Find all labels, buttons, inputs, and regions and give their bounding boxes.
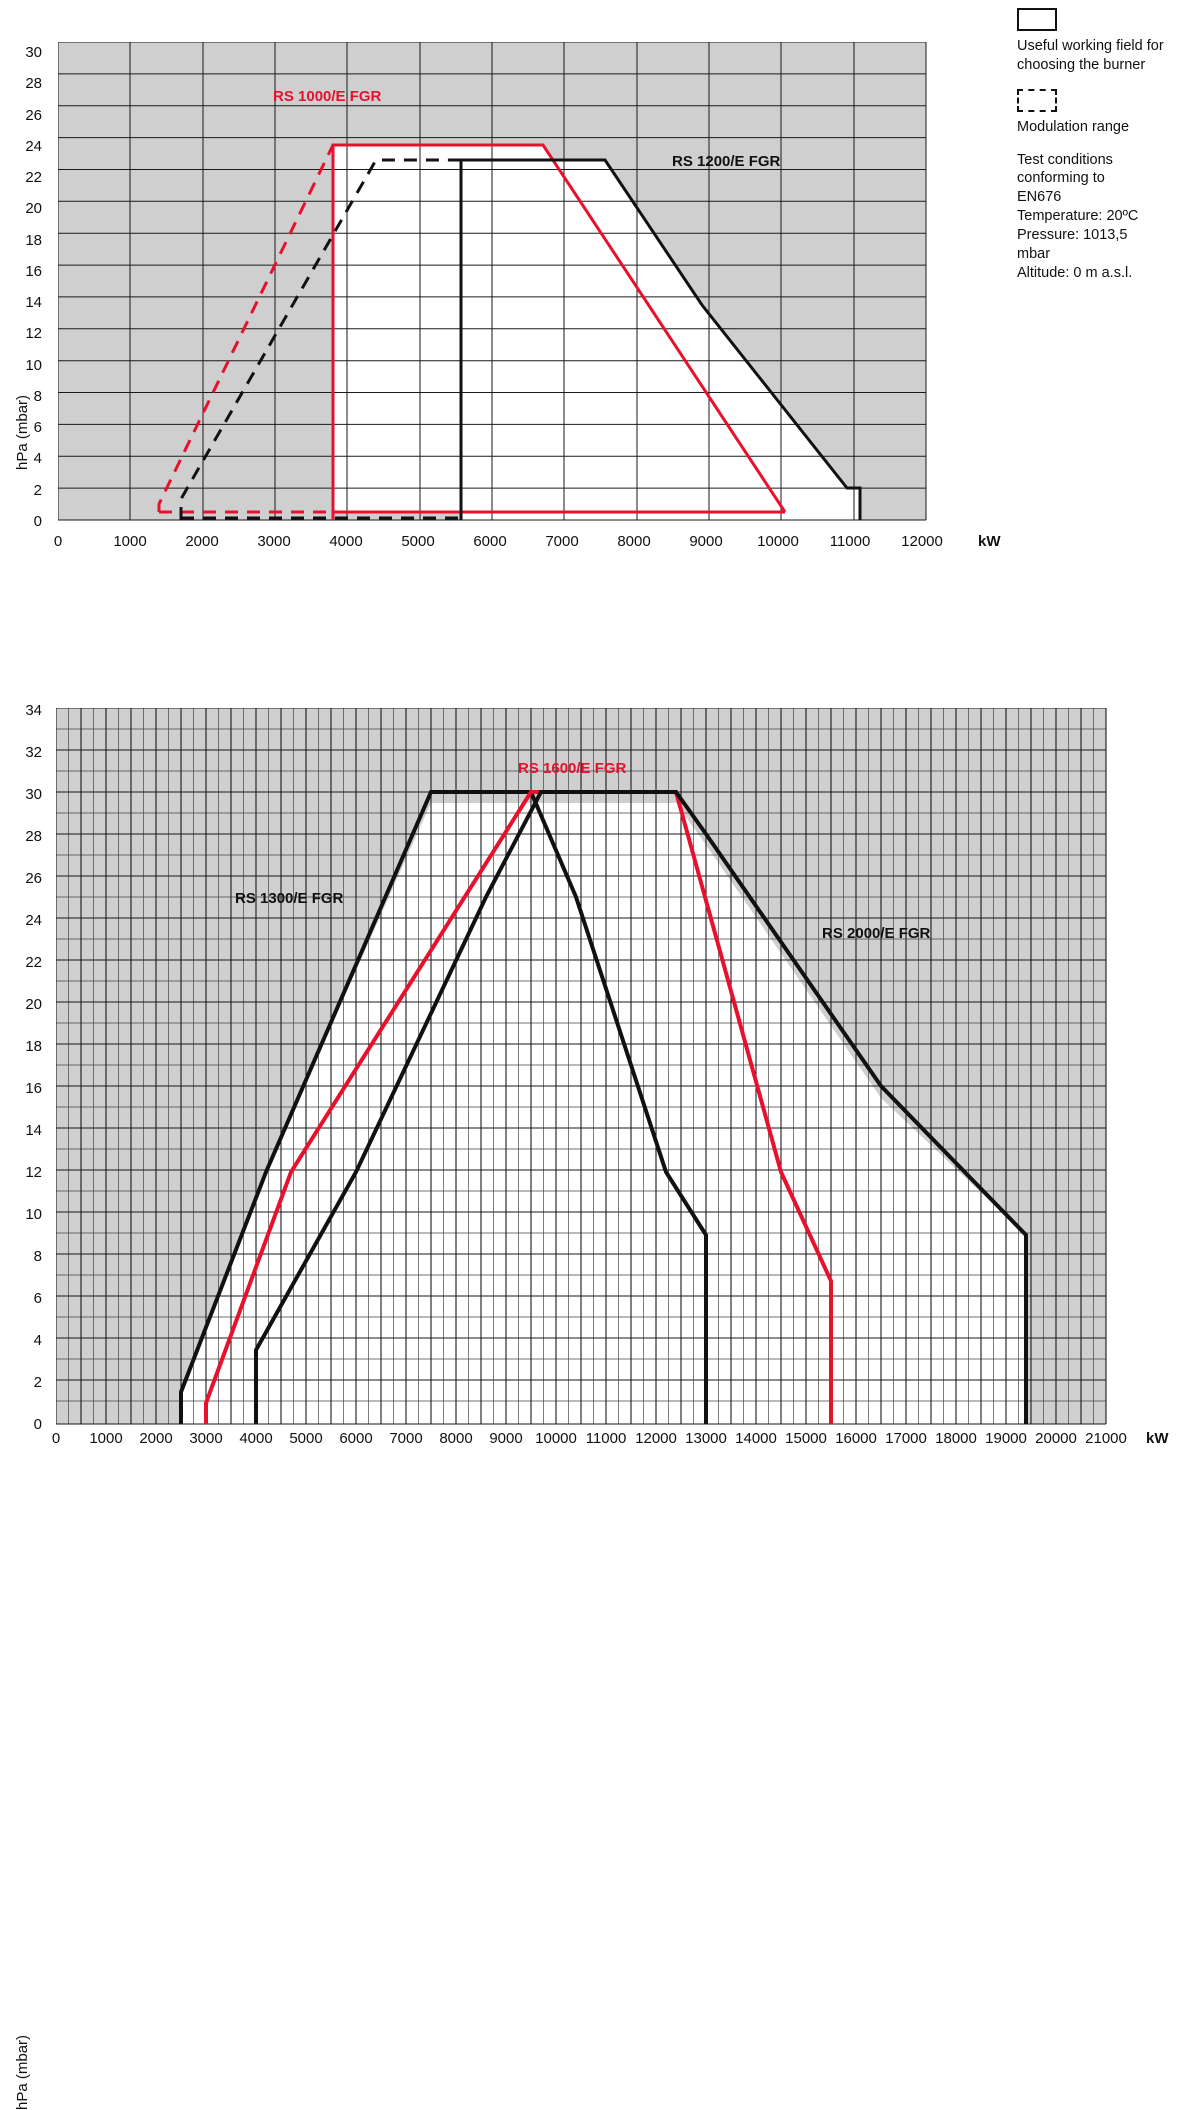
chart-1-ytick-16: 16 bbox=[25, 263, 42, 280]
chart-1-ytick-28: 28 bbox=[25, 75, 42, 92]
chart-2-xtick-20000: 20000 bbox=[1035, 1430, 1077, 1447]
chart-1-ytick-12: 12 bbox=[25, 325, 42, 342]
test-conditions-line-4: Temperature: 20ºC bbox=[1017, 208, 1139, 225]
chart-1-ytick-20: 20 bbox=[25, 200, 42, 217]
chart-2-ytick-32: 32 bbox=[25, 744, 42, 761]
chart-1-ytick-2: 2 bbox=[33, 482, 42, 499]
chart-1-xtick-2000: 2000 bbox=[185, 533, 219, 550]
chart-2-ytick-14: 14 bbox=[25, 1122, 42, 1139]
chart-2-plot bbox=[56, 708, 1108, 1426]
chart-1-xtick-8000: 8000 bbox=[617, 533, 651, 550]
chart-2-xtick-1000: 1000 bbox=[89, 1430, 123, 1447]
chart-1-xtick-7000: 7000 bbox=[545, 533, 579, 550]
chart-2-xtick-16000: 16000 bbox=[835, 1430, 877, 1447]
chart-1-ytick-14: 14 bbox=[25, 294, 42, 311]
chart-2-container bbox=[0, 690, 1199, 2110]
chart-2-xtick-9000: 9000 bbox=[489, 1430, 523, 1447]
test-conditions-line-3: EN676 bbox=[1017, 189, 1062, 206]
chart-2-xtick-4000: 4000 bbox=[239, 1430, 273, 1447]
chart-1-xtick-9000: 9000 bbox=[689, 533, 723, 550]
chart-2-ytick-0: 0 bbox=[33, 1416, 42, 1433]
chart-2-series-label-rs2000: RS 2000/E FGR bbox=[822, 925, 931, 942]
chart-2-ytick-6: 6 bbox=[33, 1290, 42, 1307]
chart-2-xtick-12000: 12000 bbox=[635, 1430, 677, 1447]
chart-1-ytick-6: 6 bbox=[33, 419, 42, 436]
chart-1-ytick-18: 18 bbox=[25, 232, 42, 249]
chart-2-xtick-19000: 19000 bbox=[985, 1430, 1027, 1447]
test-conditions-line-1: Test conditions bbox=[1017, 151, 1113, 168]
chart-1-y-axis-label: hPa (mbar) bbox=[14, 394, 31, 470]
chart-2-ytick-20: 20 bbox=[25, 996, 42, 1013]
chart-1-series-label-rs1200: RS 1200/E FGR bbox=[672, 153, 781, 170]
chart-2-xtick-17000: 17000 bbox=[885, 1430, 927, 1447]
chart-2-xtick-6000: 6000 bbox=[339, 1430, 373, 1447]
chart-2-ytick-16: 16 bbox=[25, 1080, 42, 1097]
chart-2-xtick-5000: 5000 bbox=[289, 1430, 323, 1447]
chart-2-xtick-0: 0 bbox=[51, 1430, 61, 1447]
test-conditions-line-7: Altitude: 0 m a.s.l. bbox=[1017, 264, 1133, 281]
legend-useful-field bbox=[1017, 8, 1192, 75]
chart-1-xtick-11000: 11000 bbox=[829, 533, 871, 550]
chart-1-ytick-10: 10 bbox=[25, 357, 42, 374]
chart-2-ytick-10: 10 bbox=[25, 1206, 42, 1223]
chart-2-ytick-24: 24 bbox=[25, 912, 42, 929]
chart-1-ytick-8: 8 bbox=[33, 388, 42, 405]
chart-1-plot bbox=[58, 42, 928, 522]
chart-1-xtick-6000: 6000 bbox=[473, 533, 507, 550]
test-conditions-line-2: conforming to bbox=[1017, 170, 1105, 187]
chart-2-ytick-22: 22 bbox=[25, 954, 42, 971]
chart-2-ytick-2: 2 bbox=[33, 1374, 42, 1391]
chart-1-ytick-4: 4 bbox=[33, 450, 42, 467]
chart-2-ytick-8: 8 bbox=[33, 1248, 42, 1265]
chart-2-xtick-7000: 7000 bbox=[389, 1430, 423, 1447]
legend-test-conditions bbox=[1017, 151, 1192, 283]
chart-2-xtick-21000: 21000 bbox=[1085, 1430, 1127, 1447]
legend-modulation bbox=[1017, 89, 1192, 137]
chart-1-ytick-0: 0 bbox=[33, 513, 42, 530]
chart-1-xtick-5000: 5000 bbox=[401, 533, 435, 550]
chart-2-series-label-rs1300: RS 1300/E FGR bbox=[235, 890, 344, 907]
chart-1-xtick-12000: 12000 bbox=[901, 533, 943, 550]
chart-2-xtick-13000: 13000 bbox=[685, 1430, 727, 1447]
chart-2-ytick-26: 26 bbox=[25, 870, 42, 887]
useful-working-field-swatch bbox=[1017, 8, 1057, 31]
chart-2-ytick-28: 28 bbox=[25, 828, 42, 845]
chart-1-ytick-30: 30 bbox=[25, 44, 42, 61]
chart-2-ytick-18: 18 bbox=[25, 1038, 42, 1055]
legend-modulation-label: Modulation range bbox=[1017, 118, 1130, 135]
test-conditions-line-5: Pressure: 1013,5 bbox=[1017, 226, 1128, 243]
chart-2-xtick-18000: 18000 bbox=[935, 1430, 977, 1447]
chart-1-ytick-22: 22 bbox=[25, 169, 42, 186]
chart-1-xtick-3000: 3000 bbox=[257, 533, 291, 550]
chart-2-ytick-4: 4 bbox=[33, 1332, 42, 1349]
test-conditions-line-6: mbar bbox=[1017, 245, 1051, 262]
legend-panel bbox=[1017, 8, 1192, 282]
chart-2-y-axis-label: hPa (mbar) bbox=[14, 2034, 31, 2110]
chart-1-xtick-10000: 10000 bbox=[757, 533, 799, 550]
chart-2-ytick-34: 34 bbox=[25, 702, 42, 719]
chart-2-xtick-3000: 3000 bbox=[189, 1430, 223, 1447]
chart-1-series-label-rs1000: RS 1000/E FGR bbox=[273, 88, 382, 105]
chart-2-series-label-rs1600: RS 1600/E FGR bbox=[518, 760, 627, 777]
chart-1-x-unit-label: kW bbox=[978, 533, 1001, 550]
chart-1-container bbox=[0, 0, 1000, 600]
chart-2-ytick-12: 12 bbox=[25, 1164, 42, 1181]
chart-2-xtick-8000: 8000 bbox=[439, 1430, 473, 1447]
chart-1-ytick-24: 24 bbox=[25, 138, 42, 155]
chart-2-xtick-10000: 10000 bbox=[535, 1430, 577, 1447]
chart-2-xtick-11000: 11000 bbox=[585, 1430, 627, 1447]
chart-2-xtick-2000: 2000 bbox=[139, 1430, 173, 1447]
chart-2-xtick-14000: 14000 bbox=[735, 1430, 777, 1447]
chart-2-x-unit-label: kW bbox=[1146, 1430, 1169, 1447]
chart-2-xtick-15000: 15000 bbox=[785, 1430, 827, 1447]
modulation-range-swatch bbox=[1017, 89, 1057, 112]
chart-1-ytick-26: 26 bbox=[25, 107, 42, 124]
chart-1-xtick-4000: 4000 bbox=[329, 533, 363, 550]
legend-useful-field-label: Useful working field for choosing the burner bbox=[1017, 38, 1164, 73]
chart-1-xtick-1000: 1000 bbox=[113, 533, 147, 550]
chart-2-ytick-30: 30 bbox=[25, 786, 42, 803]
chart-1-xtick-0: 0 bbox=[53, 533, 63, 550]
